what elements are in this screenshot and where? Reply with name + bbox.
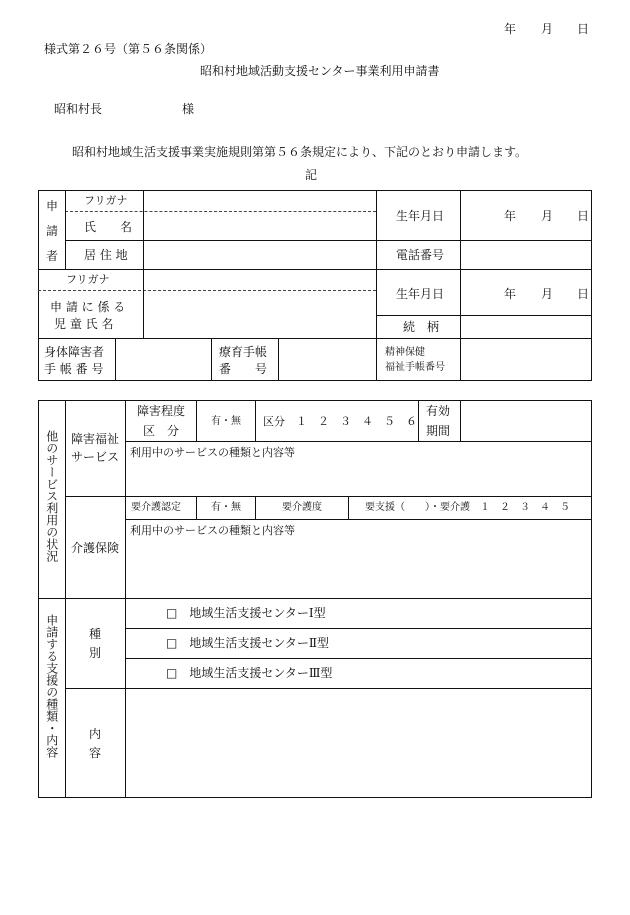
child-year: 年 — [504, 287, 517, 301]
applicant-address-label: 居 住 地 — [84, 248, 128, 262]
degree-yes-no: 有・無 — [211, 416, 241, 427]
applicant-label-1: 申 — [46, 199, 59, 213]
welfare-service-label-2: サービス — [71, 450, 120, 464]
child-birthdate-label: 生年月日 — [396, 287, 445, 301]
addressee: 昭和村長 — [54, 102, 103, 116]
ki-label: 記 — [305, 168, 318, 182]
date-day-label: 日 — [577, 22, 590, 36]
degree-label-1: 障害程度 — [137, 404, 186, 418]
support-type-label-1: 種 — [89, 627, 102, 641]
applicant-day: 日 — [577, 209, 590, 223]
date-year-label: 年 — [504, 22, 517, 36]
mental-handbook-label-1: 精神保健 — [385, 347, 425, 358]
care-detail-label: 利用中のサービスの種類と内容等 — [130, 524, 295, 537]
support-option-3[interactable]: □ 地域生活支援センターⅢ型 — [166, 666, 333, 680]
physical-handbook-label-1: 身体障害者 — [44, 345, 105, 359]
applicant-year: 年 — [504, 209, 517, 223]
physical-handbook-label-2: 手 帳 番 号 — [44, 362, 104, 376]
applicant-label-2: 請 — [46, 224, 59, 238]
degree-label-2: 区 分 — [143, 424, 180, 438]
child-furigana-label: フリガナ — [66, 273, 110, 286]
applicant-birthdate-label: 生年月日 — [396, 209, 445, 223]
applicant-month: 月 — [541, 209, 554, 223]
requested-support-group-label: 申請する支援の種類・内容 — [44, 614, 59, 758]
welfare-service-detail-label: 利用中のサービスの種類と内容等 — [130, 446, 295, 459]
mental-handbook-label-2: 福祉手帳番号 — [385, 362, 445, 373]
care-yes-no: 有・無 — [211, 502, 241, 513]
valid-period-label-1: 有効 — [426, 404, 451, 418]
support-content-label-2: 容 — [89, 746, 102, 760]
addressee-honorific: 様 — [182, 102, 195, 116]
date-month-label: 月 — [541, 22, 554, 36]
ryoiku-handbook-label-2: 番 号 — [219, 362, 268, 376]
child-day: 日 — [577, 287, 590, 301]
child-month: 月 — [541, 287, 554, 301]
child-name-label-1: 申 請 に 係 る — [50, 300, 126, 314]
support-content-label-1: 内 — [89, 727, 102, 741]
care-levels: 要支援（ ）・要介護 １ ２ ３ ４ ５ — [365, 502, 570, 513]
intro-text: 昭和村地域生活支援事業実施規則第第５６条規定により、下記のとおり申請します。 — [72, 145, 528, 159]
support-option-1[interactable]: □ 地域生活支援センターⅠ型 — [166, 606, 326, 620]
applicant-furigana-label: フリガナ — [84, 194, 128, 207]
child-relation-label: 続 柄 — [403, 320, 440, 334]
care-degree-label: 要介護度 — [282, 502, 322, 513]
form-number: 様式第２６号（第５６条関係） — [44, 42, 213, 56]
degree-classification: 区分 １ ２ ３ ４ ５ ６ — [263, 415, 417, 428]
page-title: 昭和村地域活動支援センター事業利用申請書 — [200, 64, 440, 78]
applicant-label-3: 者 — [46, 249, 59, 263]
care-insurance-label: 介護保険 — [71, 541, 120, 555]
applicant-phone-label: 電話番号 — [396, 248, 445, 262]
welfare-service-label-1: 障害福祉 — [71, 432, 120, 446]
care-cert-label: 要介護認定 — [131, 502, 181, 513]
other-services-group-label: 他のサービス利用の状況 — [44, 430, 59, 562]
support-option-2[interactable]: □ 地域生活支援センターⅡ型 — [166, 636, 330, 650]
support-type-label-2: 別 — [89, 646, 102, 660]
ryoiku-handbook-label-1: 療育手帳 — [219, 345, 268, 359]
child-name-label-2: 児 童 氏 名 — [54, 317, 114, 331]
valid-period-label-2: 期間 — [426, 424, 451, 438]
services-table — [38, 400, 592, 798]
applicant-name-label: 氏 名 — [84, 220, 133, 234]
